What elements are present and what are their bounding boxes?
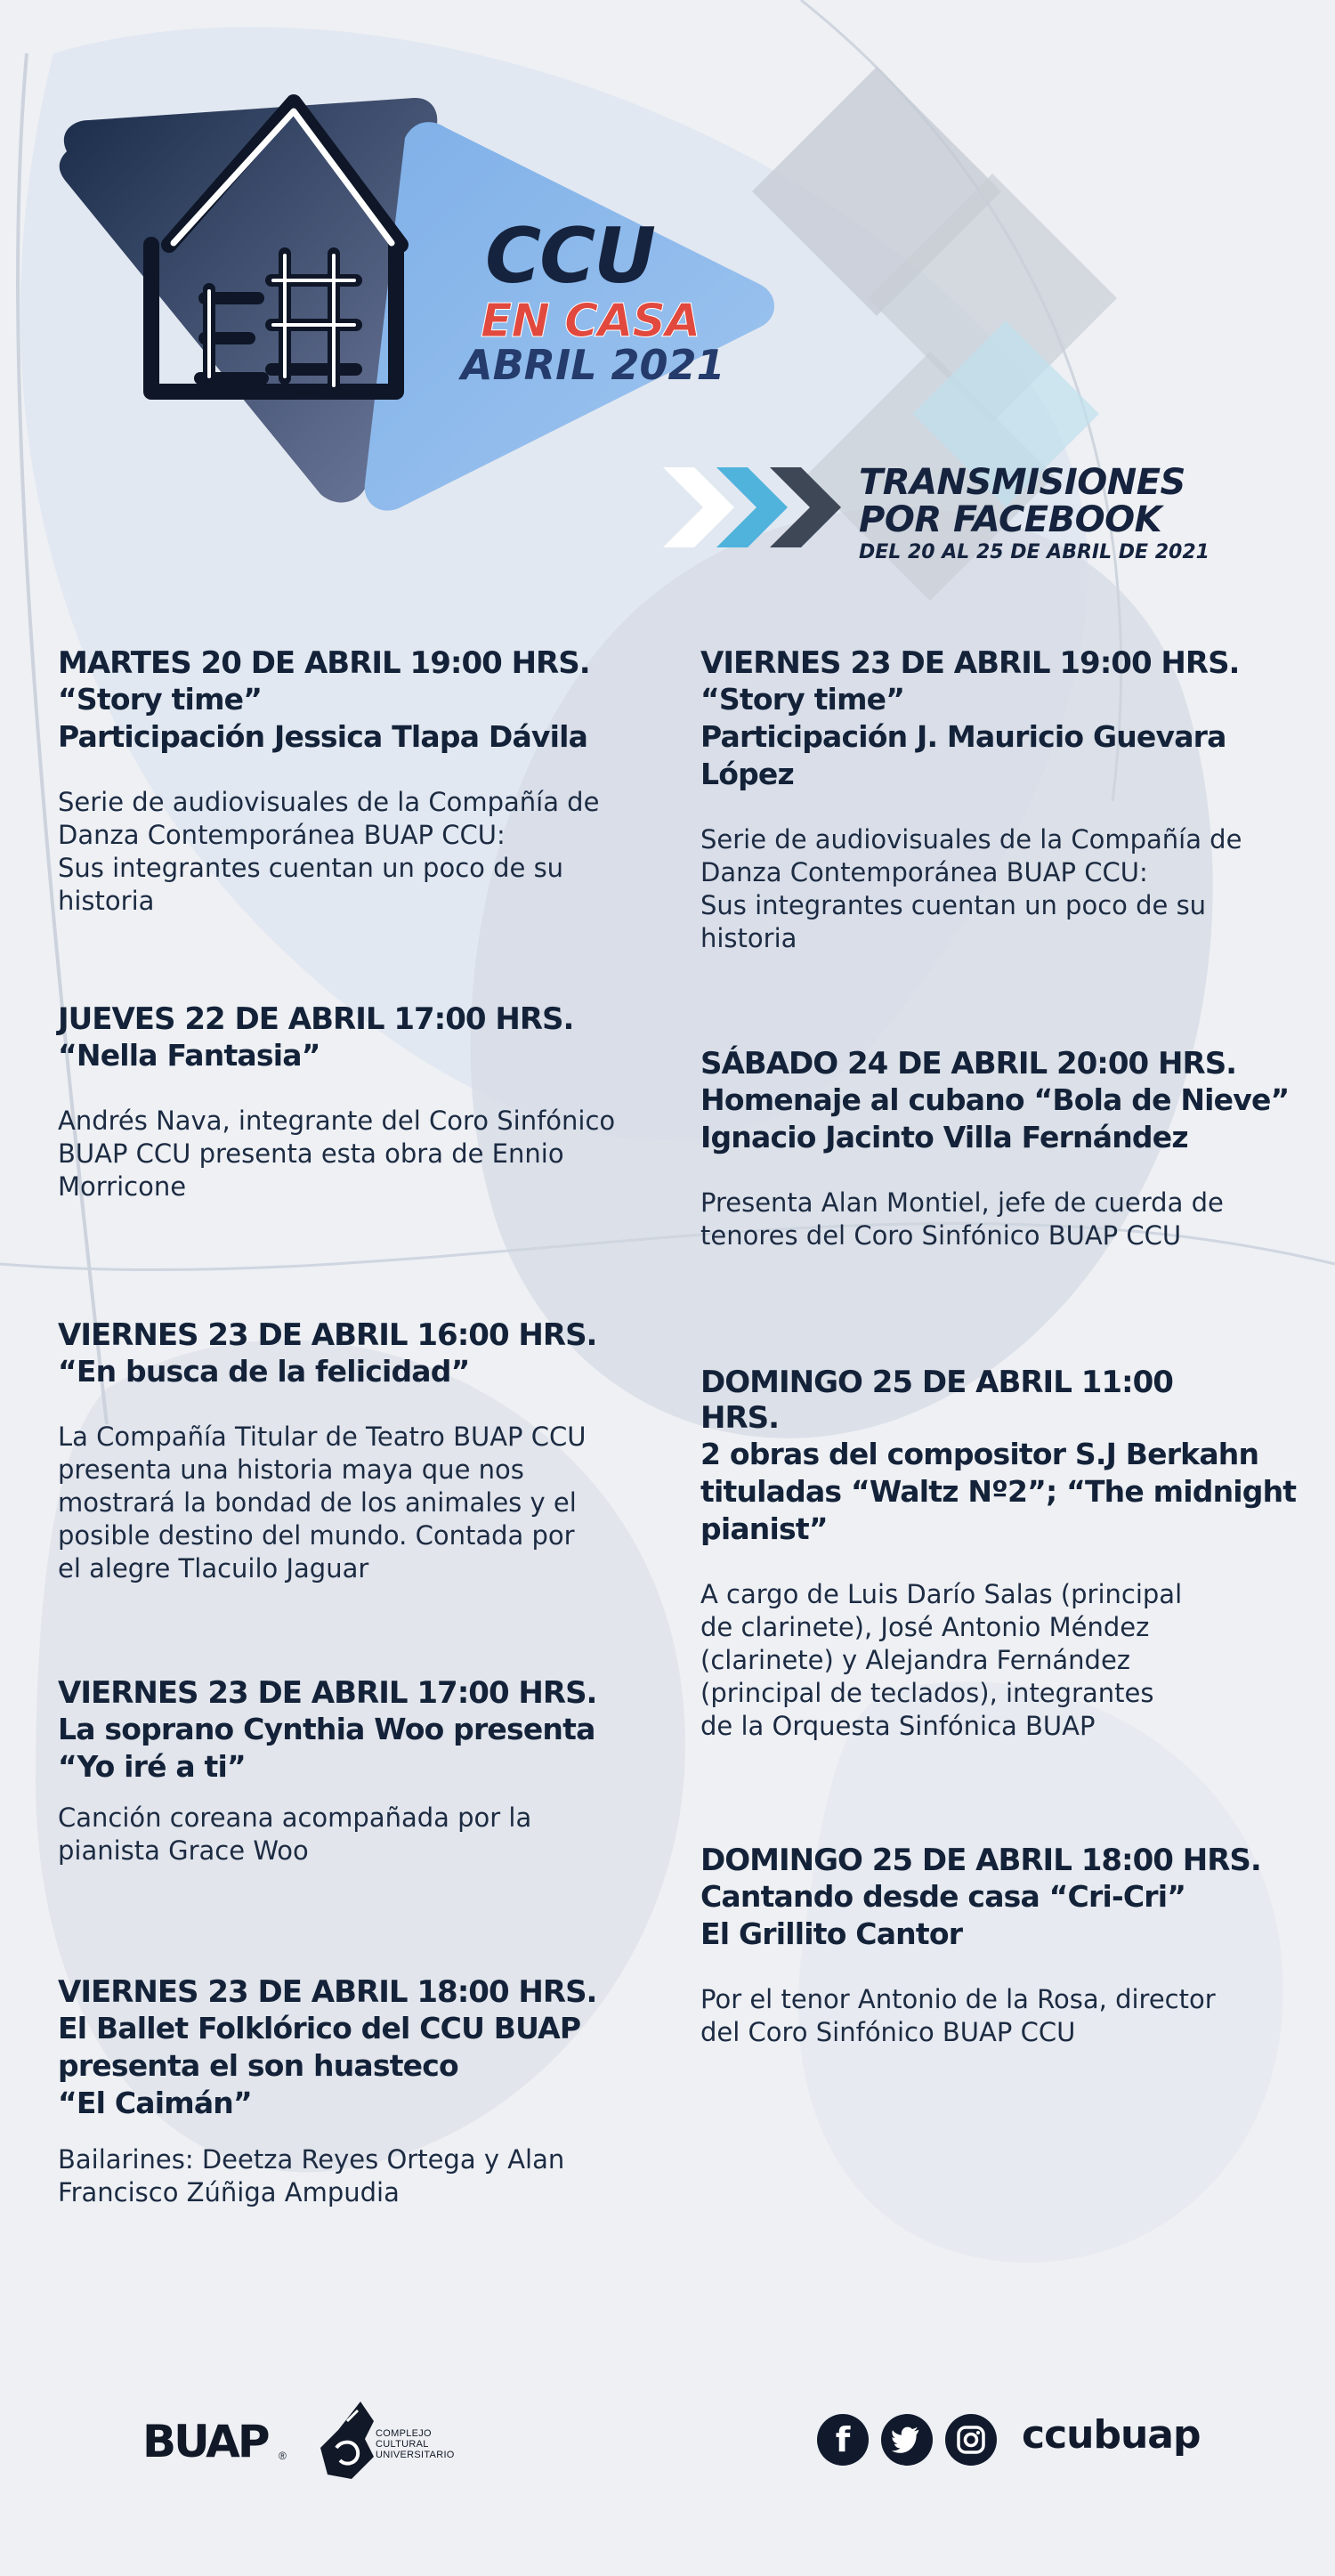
event-date: JUEVES 22 DE ABRIL 17:00 HRS.: [58, 1001, 574, 1037]
event-date: VIERNES 23 DE ABRIL 17:00 HRS.: [58, 1675, 597, 1711]
chevron-arrows-icon: [663, 463, 859, 552]
transmission-dates: DEL 20 AL 25 DE ABRIL DE 2021: [859, 541, 1210, 563]
brand-subtitle: EN CASA: [481, 295, 700, 348]
complex-line-3: UNIVERSITARIO: [376, 2450, 455, 2460]
event-description: Por el tenor Antonio de la Rosa, director del Coro Sinfónico BUAP CCU: [700, 1984, 1216, 2047]
event-description: Serie de audiovisuales de la Compañía de Danza Contemporánea BUAP CCU: Sus integrantes cuentan un poco de su historia: [58, 787, 600, 916]
event-item: [58, 1317, 663, 1585]
event-description: Bailarines: Deetza Reyes Ortega y Alan Francisco Zúñiga Ampudia: [58, 2144, 565, 2207]
event-description: Andrés Nava, integrante del Coro Sinfónico BUAP CCU presenta esta obra de Ennio Morricone: [58, 1106, 616, 1202]
complex-line-2: CULTURAL: [376, 2439, 429, 2450]
event-date: SÁBADO 24 DE ABRIL 20:00 HRS.: [700, 1046, 1237, 1081]
transmission-line-2: POR FACEBOOK: [859, 499, 1162, 540]
event-item: [700, 645, 1315, 955]
event-title: 2 obras del compositor S.J Berkahn tituladas “Waltz Nº2”; “The midnight pianist”: [700, 1437, 1297, 1546]
event-item: [58, 645, 663, 918]
event-date: VIERNES 23 DE ABRIL 19:00 HRS.: [700, 645, 1240, 681]
event-title: El Ballet Folklórico del CCU BUAP presenta el son huasteco “El Caimán”: [58, 2011, 581, 2120]
event-title: “Story time” Participación Jessica Tlapa Dávila: [58, 682, 588, 754]
social-handle[interactable]: ccubuap: [1022, 2412, 1201, 2458]
ccu-complex-name: [376, 2428, 455, 2460]
event-item: [58, 1001, 663, 1203]
brand-month: ABRIL 2021: [461, 341, 725, 389]
instagram-glyph: [956, 2425, 986, 2455]
instagram-icon[interactable]: [945, 2414, 997, 2466]
event-item: [700, 1046, 1315, 1252]
event-date: MARTES 20 DE ABRIL 19:00 HRS.: [58, 645, 590, 681]
event-item: [700, 1365, 1315, 1743]
facebook-icon[interactable]: [817, 2414, 869, 2466]
transmission-line-1: TRANSMISIONES: [859, 462, 1185, 503]
twitter-glyph: [892, 2426, 922, 2453]
event-description: La Compañía Titular de Teatro BUAP CCU presenta una historia maya que nos mostrará la bondad de los animales y el posible destino del mundo. Contada por el alegre Tlacuilo Jaguar: [58, 1422, 587, 1584]
transmission-info: [859, 462, 1304, 563]
event-title: Cantando desde casa “Cri-Cri” El Grillito Cantor: [700, 1879, 1186, 1951]
event-description: Presenta Alan Montiel, jefe de cuerda de tenores del Coro Sinfónico BUAP CCU: [700, 1187, 1224, 1251]
registered-mark: ®: [279, 2450, 287, 2462]
complex-line-1: COMPLEJO: [376, 2428, 432, 2439]
event-date: DOMINGO 25 DE ABRIL 11:00 HRS.: [700, 1365, 1173, 1436]
brand-title: CCU: [485, 212, 655, 301]
event-description: Canción coreana acompañada por la pianista Grace Woo: [58, 1802, 532, 1866]
facebook-glyph: f: [835, 2420, 851, 2459]
event-title: “Nella Fantasia”: [58, 1038, 320, 1073]
ccu-emblem-icon: [312, 2394, 383, 2483]
event-title: “Story time” Participación J. Mauricio Guevara López: [700, 682, 1226, 791]
event-date: DOMINGO 25 DE ABRIL 18:00 HRS.: [700, 1843, 1261, 1878]
event-title: La soprano Cynthia Woo presenta “Yo iré a ti”: [58, 1712, 595, 1784]
buap-logo: BUAP: [142, 2416, 268, 2467]
event-date: VIERNES 23 DE ABRIL 18:00 HRS.: [58, 1974, 597, 2010]
event-item: [58, 1974, 663, 2209]
event-title: Homenaje al cubano “Bola de Nieve” Ignacio Jacinto Villa Fernández: [700, 1082, 1290, 1154]
event-title: “En busca de la felicidad”: [58, 1354, 470, 1389]
event-date: VIERNES 23 DE ABRIL 16:00 HRS.: [58, 1317, 597, 1353]
event-description: Serie de audiovisuales de la Compañía de Danza Contemporánea BUAP CCU: Sus integrantes cuentan un poco de su historia: [700, 824, 1242, 953]
twitter-icon[interactable]: [881, 2414, 933, 2466]
event-description: A cargo de Luis Darío Salas (principal de clarinete), José Antonio Méndez (clarinete) y Alejandra Fernández (principal de teclados), integrantes de la Orquesta Sinfónica BUAP: [700, 1579, 1183, 1741]
event-item: [58, 1675, 663, 1867]
event-item: [700, 1843, 1315, 2049]
